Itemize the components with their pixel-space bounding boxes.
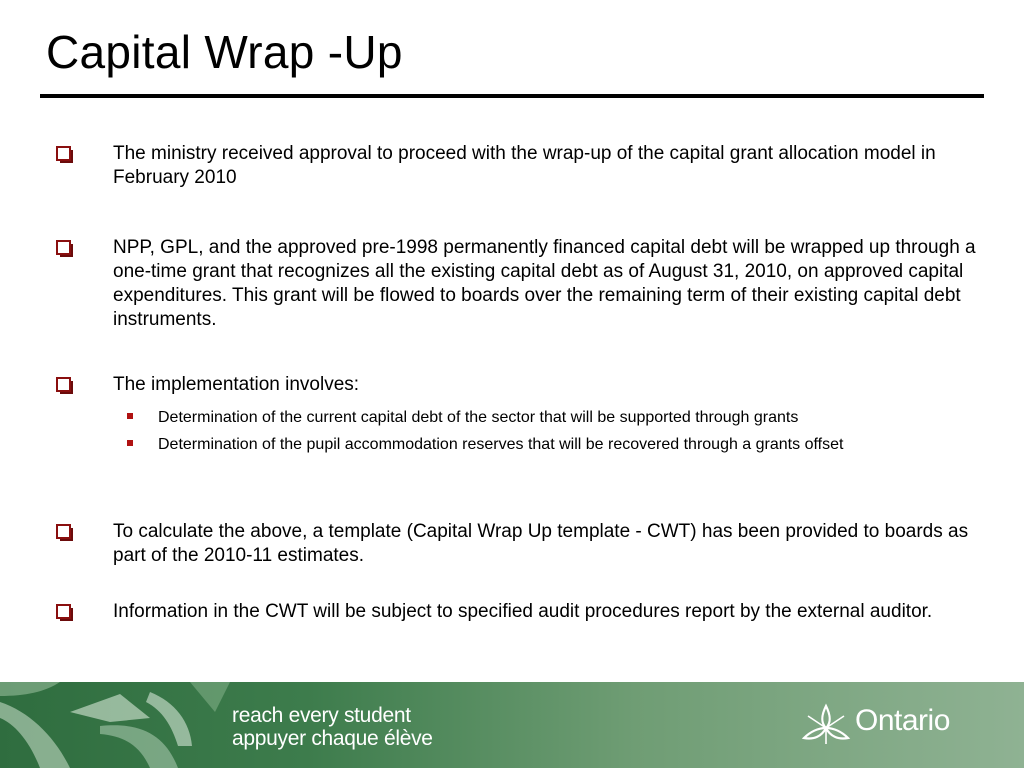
ontario-logo-text: Ontario	[855, 704, 950, 737]
slide-title: Capital Wrap -Up	[46, 26, 403, 78]
checkbox-bullet-icon	[56, 377, 71, 392]
checkbox-bullet-icon	[56, 240, 71, 255]
footer-tagline-french: appuyer chaque élève	[232, 727, 433, 750]
bullet-text: The ministry received approval to proceed with the wrap-up of the capital grant allocation model in February 2010	[113, 143, 936, 188]
footer-tagline-english: reach every student	[232, 704, 411, 727]
square-bullet-icon	[127, 413, 133, 419]
title-divider	[40, 94, 984, 98]
bullet-text: Information in the CWT will be subject to specified audit procedures report by the external auditor.	[113, 601, 933, 622]
sub-bullet-text: Determination of the pupil accommodation reserves that will be recovered through a grants offset	[158, 436, 844, 453]
bullet-text: NPP, GPL, and the approved pre-1998 permanently financed capital debt will be wrapped up through a one-time grant that recognizes all the existing capital debt as of August 31, 2010, on approved capital expenditures. This grant will be flowed to boards over the remaining term of their existing capital debt instruments.	[113, 237, 976, 330]
sub-bullet-text: Determination of the current capital debt of the sector that will be supported through grants	[158, 409, 799, 426]
trillium-icon	[800, 702, 852, 748]
footer-banner	[0, 682, 1024, 768]
bullet-text: To calculate the above, a template (Capital Wrap Up template - CWT) has been provided to boards as part of the 2010-11 estimates.	[113, 521, 969, 566]
checkbox-bullet-icon	[56, 524, 71, 539]
checkbox-bullet-icon	[56, 146, 71, 161]
bullet-text: The implementation involves:	[113, 374, 360, 395]
square-bullet-icon	[127, 440, 133, 446]
checkbox-bullet-icon	[56, 604, 71, 619]
